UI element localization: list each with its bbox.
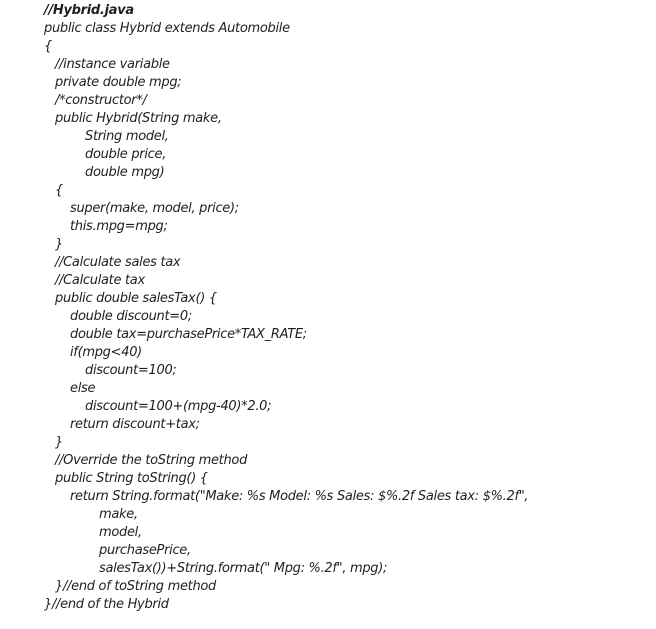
code-line: public class Hybrid extends Automobile — [44, 21, 290, 36]
code-line: }//end of the Hybrid — [44, 597, 169, 612]
code-line: super(make, model, price); — [70, 201, 239, 216]
code-line: String model, — [85, 129, 169, 144]
code-line: //Calculate tax — [55, 273, 145, 288]
code-line: public double salesTax() { — [55, 291, 217, 306]
code-line: { — [55, 183, 63, 198]
code-line: /*constructor*/ — [55, 93, 147, 108]
code-line: salesTax())+String.format(" Mpg: %.2f", mpg); — [99, 561, 388, 576]
file-name-comment: //Hybrid.java — [44, 3, 134, 18]
code-line: purchasePrice, — [99, 543, 191, 558]
code-line: this.mpg=mpg; — [70, 219, 168, 234]
code-line: public String toString() { — [55, 471, 208, 486]
code-line: return String.format("Make: %s Model: %s Sales: $%.2f Sales tax: $%.2f", — [70, 489, 529, 504]
code-line: discount=100+(mpg-40)*2.0; — [85, 399, 272, 414]
code-listing — [44, 2, 528, 614]
code-line: public Hybrid(String make, — [55, 111, 222, 126]
code-line: }//end of toString method — [55, 579, 216, 594]
code-line: //Calculate sales tax — [55, 255, 181, 270]
code-line: if(mpg<40) — [70, 345, 142, 360]
code-line: double mpg) — [85, 165, 165, 180]
code-line: } — [55, 435, 63, 450]
code-line: double price, — [85, 147, 167, 162]
code-line: } — [55, 237, 63, 252]
code-line: { — [44, 39, 52, 54]
code-line: return discount+tax; — [70, 417, 200, 432]
code-line: //instance variable — [55, 57, 170, 72]
code-line: make, — [99, 507, 138, 522]
code-line: double tax=purchasePrice*TAX_RATE; — [70, 327, 307, 342]
code-line: else — [70, 381, 96, 396]
code-line: discount=100; — [85, 363, 177, 378]
code-line: private double mpg; — [55, 75, 182, 90]
code-line: double discount=0; — [70, 309, 192, 324]
code-line: model, — [99, 525, 142, 540]
code-line: //Override the toString method — [55, 453, 248, 468]
